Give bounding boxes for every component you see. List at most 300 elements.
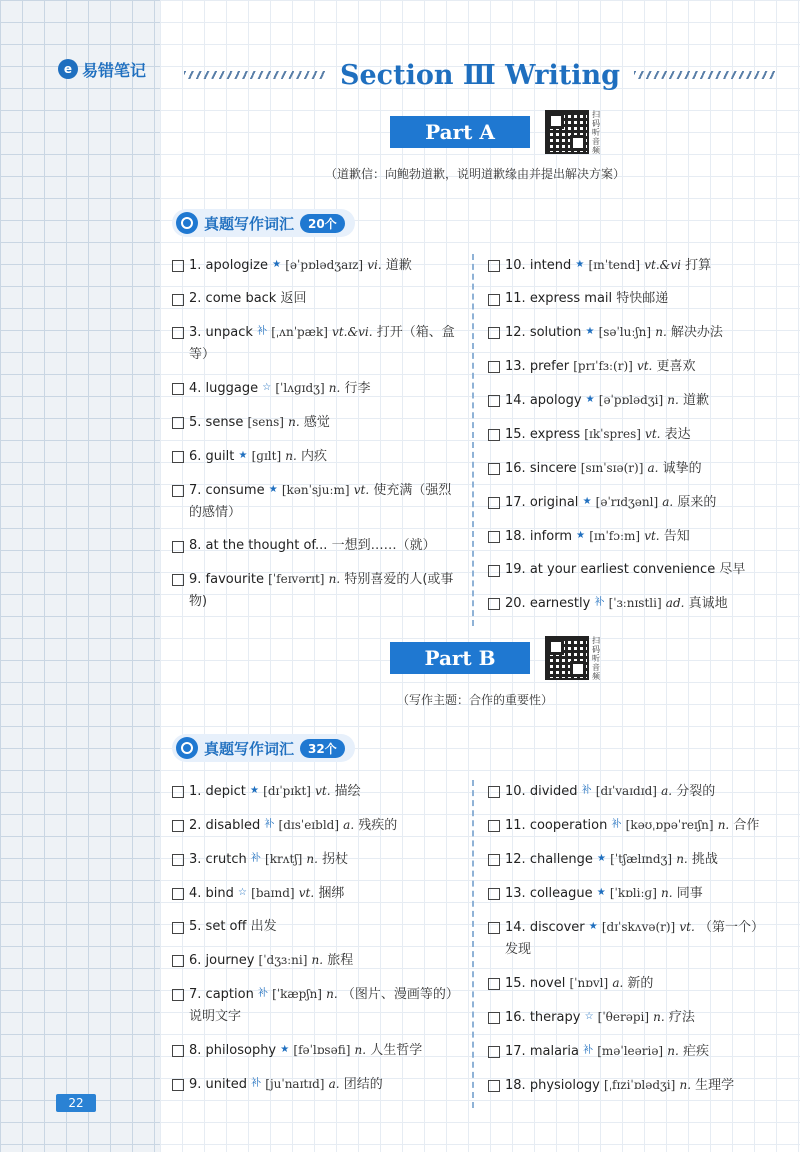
entry-word: luggage	[205, 381, 259, 396]
entry-word: solution	[529, 325, 582, 340]
entry-number: 9.	[189, 572, 202, 587]
entry-meaning: 打开（箱、盒等）	[189, 325, 455, 362]
entry-word: earnestly	[529, 596, 591, 611]
checkbox[interactable]	[172, 786, 184, 798]
entry-part-of-speech: n.	[653, 1010, 665, 1024]
entry-part-of-speech: n.	[288, 415, 300, 429]
entry-phonetic: [dɪˈskʌvə(r)]	[601, 920, 676, 934]
entry-meaning: 解决办法	[670, 325, 723, 340]
entry-part-of-speech: a.	[662, 495, 674, 509]
entry-meaning: 残疾的	[358, 818, 398, 833]
entry-word: discover	[529, 920, 585, 935]
vocab-entry	[488, 972, 772, 995]
vocab-title: 真题写作词汇	[204, 739, 295, 758]
checkbox[interactable]	[172, 260, 184, 272]
entry-number: 20.	[505, 596, 526, 611]
entry-phonetic: [kənˈsjuːm]	[281, 483, 350, 497]
checkbox[interactable]	[488, 260, 500, 272]
vocab-entry	[488, 389, 772, 412]
qr-note: 扫码听音频	[592, 110, 600, 155]
part-a-subtitle: （道歉信：向鲍勃道歉，说明道歉缘由并提出解决方案）	[324, 167, 625, 181]
entry-phonetic: [ˈfeɪvərɪt]	[268, 572, 325, 586]
checkbox[interactable]	[172, 922, 184, 934]
vocab-entry	[488, 423, 772, 446]
entry-word: inform	[529, 529, 572, 544]
part-a-banner: Part A	[390, 116, 530, 148]
entry-phonetic: [ɡɪlt]	[251, 449, 282, 463]
entry-phonetic: [baɪnd]	[251, 886, 295, 900]
checkbox[interactable]	[172, 383, 184, 395]
entry-text	[505, 288, 772, 310]
entry-part-of-speech: vt.	[353, 483, 370, 497]
vocab-entry	[488, 321, 772, 344]
entry-text	[189, 445, 464, 468]
entry-number: 3.	[189, 325, 202, 340]
checkbox[interactable]	[488, 854, 500, 866]
entry-number: 3.	[189, 852, 202, 867]
vocab-entry	[488, 525, 772, 548]
vocab-entry	[172, 780, 464, 803]
checkbox[interactable]	[488, 1012, 500, 1024]
entry-part-of-speech: n.	[306, 852, 318, 866]
entry-mark: ☆	[238, 887, 248, 898]
entry-part-of-speech: a.	[647, 461, 659, 475]
entry-phonetic: [ɪnˈfɔːm]	[589, 529, 641, 543]
entry-word: challenge	[529, 852, 593, 867]
entry-mark: ★	[575, 259, 585, 270]
entry-number: 16.	[505, 1010, 526, 1025]
entry-mark: 补	[594, 597, 605, 608]
decorative-dash-left	[184, 71, 326, 79]
entry-text	[189, 377, 464, 400]
checkbox[interactable]	[172, 1079, 184, 1091]
entry-text	[189, 814, 464, 837]
vocab-entry	[172, 479, 464, 524]
vocab-column-right	[472, 254, 772, 626]
entry-part-of-speech: vi.	[367, 258, 382, 272]
entry-number: 17.	[505, 495, 526, 510]
vocab-entry	[172, 445, 464, 468]
grid-margin	[0, 0, 160, 1152]
entry-number: 7.	[189, 987, 202, 1002]
entry-meaning: 道歉	[385, 258, 412, 273]
section-header	[170, 58, 790, 92]
entry-word: therapy	[529, 1010, 581, 1025]
entry-phonetic: [ˈdʒɜːni]	[258, 953, 308, 967]
entry-meaning: 使充满（强烈的感情）	[189, 483, 452, 520]
entry-phonetic: [əˈpɒlədʒaɪz]	[285, 258, 364, 272]
vocab-column-left	[172, 780, 472, 1108]
entry-phonetic: [ˈkɒliːɡ]	[609, 886, 657, 900]
brand	[58, 56, 146, 82]
entry-part-of-speech: a.	[343, 818, 355, 832]
entry-mark: ☆	[262, 382, 272, 393]
entry-number: 1.	[189, 258, 202, 273]
entry-word: malaria	[529, 1044, 579, 1059]
vocab-entry	[488, 254, 772, 277]
entry-text	[189, 254, 464, 277]
entry-mark: 补	[251, 1078, 262, 1089]
entry-mark: 补	[583, 1045, 594, 1056]
checkbox[interactable]	[172, 327, 184, 339]
entry-word: come back	[205, 291, 277, 306]
entry-word: colleague	[529, 886, 593, 901]
entry-text	[505, 1074, 772, 1097]
entry-phonetic: [səˈluːʃn]	[598, 325, 652, 339]
entry-number: 18.	[505, 529, 526, 544]
entry-phonetic: [sens]	[247, 415, 284, 429]
checkbox[interactable]	[488, 497, 500, 509]
entry-mark: 补	[257, 988, 268, 999]
entry-word: sense	[205, 415, 244, 430]
entry-meaning: 拐杖	[322, 852, 349, 867]
entry-part-of-speech: n.	[661, 886, 673, 900]
entry-text	[505, 972, 772, 995]
vocab-entry	[488, 848, 772, 871]
entry-text	[189, 916, 464, 938]
entry-text	[505, 848, 772, 871]
vocab-entry	[172, 377, 464, 400]
vocab-entry	[172, 814, 464, 837]
qr-note: 扫码听音频	[592, 636, 600, 681]
entry-text	[189, 1073, 464, 1096]
entry-part-of-speech: vt.	[679, 920, 695, 934]
checkbox[interactable]	[172, 854, 184, 866]
entry-meaning: 表达	[664, 427, 691, 442]
vocab-entry	[488, 559, 772, 581]
entry-part-of-speech: n.	[285, 449, 297, 463]
checkbox[interactable]	[488, 1046, 500, 1058]
entry-text	[505, 321, 772, 344]
vocab-entry	[172, 535, 464, 557]
entry-meaning: 合作	[733, 818, 760, 833]
entry-number: 14.	[505, 920, 526, 935]
entry-phonetic: [fəˈlɒsəfi]	[293, 1043, 351, 1057]
brand-name: 易错笔记	[82, 60, 147, 80]
vocab-entry	[488, 1074, 772, 1097]
entry-number: 14.	[505, 393, 526, 408]
vocab-entry	[488, 814, 772, 837]
entry-part-of-speech: n.	[655, 325, 667, 339]
entry-meaning: 团结的	[343, 1077, 383, 1092]
entry-word: physiology	[529, 1078, 600, 1093]
entry-number: 4.	[189, 381, 202, 396]
checkbox[interactable]	[488, 922, 500, 934]
entry-text	[189, 321, 464, 366]
entry-part-of-speech: n.	[667, 393, 679, 407]
entry-number: 13.	[505, 359, 526, 374]
entry-text	[189, 882, 464, 905]
entry-meaning: 疗法	[668, 1010, 695, 1025]
entry-number: 11.	[505, 291, 526, 306]
entry-meaning: （图片、漫画等的）说明文字	[189, 987, 459, 1024]
part-b-vocab-list	[172, 780, 772, 1108]
checkbox[interactable]	[488, 786, 500, 798]
checkbox[interactable]	[488, 294, 500, 306]
vocab-entry	[172, 288, 464, 310]
entry-word: united	[205, 1077, 247, 1092]
vocab-entry	[488, 457, 772, 480]
entry-word: disabled	[205, 818, 261, 833]
checkbox[interactable]	[488, 978, 500, 990]
checkbox[interactable]	[172, 820, 184, 832]
entry-mark: ★	[597, 853, 607, 864]
entry-word: sincere	[529, 461, 577, 476]
entry-meaning: （第一个）发现	[505, 920, 764, 957]
entry-part-of-speech: vt.	[636, 359, 653, 373]
checkbox[interactable]	[488, 531, 500, 543]
entry-part-of-speech: n.	[328, 381, 341, 395]
entry-text	[505, 525, 772, 548]
entry-text	[505, 389, 772, 412]
entry-part-of-speech: vt.	[644, 529, 660, 543]
entry-number: 1.	[189, 784, 202, 799]
entry-part-of-speech: n.	[328, 572, 341, 586]
entry-text	[505, 882, 772, 905]
entry-meaning: 生理学	[695, 1078, 735, 1093]
entry-number: 4.	[189, 886, 202, 901]
entry-number: 5.	[189, 919, 202, 934]
entry-meaning: 描绘	[334, 784, 361, 799]
entry-number: 13.	[505, 886, 526, 901]
part-b-subtitle: （写作主题：合作的重要性）	[396, 693, 553, 707]
page-number: 22	[56, 1094, 96, 1112]
entry-mark: 补	[250, 853, 261, 864]
part-a-vocab-list	[172, 254, 772, 626]
entry-word: express mail	[529, 291, 613, 306]
entry-number: 16.	[505, 461, 526, 476]
vocab-count-badge: 32个	[300, 739, 345, 758]
entry-word: unpack	[205, 325, 253, 340]
checkbox[interactable]	[172, 451, 184, 463]
entry-word: at your earliest convenience	[529, 562, 716, 577]
entry-part-of-speech: n.	[311, 953, 324, 967]
entry-text	[189, 288, 464, 310]
entry-word: original	[529, 495, 579, 510]
checkbox[interactable]	[488, 1080, 500, 1092]
entry-number: 10.	[505, 784, 526, 799]
entry-word: set off	[205, 919, 247, 934]
vocab-entry	[488, 916, 772, 961]
entry-number: 18.	[505, 1078, 526, 1093]
magnifier-icon	[176, 212, 198, 234]
entry-text	[505, 780, 772, 803]
entry-meaning: 出发	[250, 919, 277, 934]
vocab-entry	[488, 592, 772, 615]
vocab-entry	[488, 491, 772, 514]
vocab-entry	[172, 321, 464, 366]
entry-mark: ☆	[584, 1011, 594, 1022]
entry-word: apology	[529, 393, 582, 408]
entry-word: apologize	[205, 258, 268, 273]
entry-number: 2.	[189, 291, 202, 306]
entry-number: 5.	[189, 415, 202, 430]
entry-number: 2.	[189, 818, 202, 833]
vocab-entry	[172, 568, 464, 613]
brand-logo-icon: e	[58, 59, 78, 79]
entry-meaning: 特快邮递	[616, 291, 669, 306]
entry-text	[189, 535, 464, 557]
entry-mark: ★	[585, 394, 595, 405]
entry-phonetic: [juˈnaɪtɪd]	[265, 1077, 325, 1091]
entry-meaning: 特别喜爱的人(或事物)	[189, 572, 454, 609]
entry-part-of-speech: vt.	[645, 427, 661, 441]
checkbox[interactable]	[172, 989, 184, 1001]
entry-phonetic: [ˌʌnˈpæk]	[271, 325, 328, 339]
entry-part-of-speech: ad.	[665, 596, 685, 610]
entry-word: journey	[205, 953, 255, 968]
entry-text	[189, 411, 464, 434]
entry-phonetic: [sɪnˈsɪə(r)]	[580, 461, 644, 475]
part-b-vocab-header	[172, 734, 355, 762]
entry-part-of-speech: a.	[328, 1077, 340, 1091]
entry-phonetic: [əˈpɒlədʒi]	[598, 393, 664, 407]
checkbox[interactable]	[172, 417, 184, 429]
entry-phonetic: [krʌtʃ]	[265, 852, 303, 866]
entry-phonetic: [dɪˈvaɪdɪd]	[595, 784, 657, 798]
entry-meaning: 同事	[676, 886, 703, 901]
checkbox[interactable]	[488, 361, 500, 373]
entry-text	[505, 814, 772, 837]
entry-meaning: 诚挚的	[662, 461, 702, 476]
entry-text	[189, 848, 464, 871]
vocab-entry	[488, 780, 772, 803]
entry-phonetic: [dɪˈpɪkt]	[263, 784, 311, 798]
entry-word: favourite	[205, 572, 265, 587]
entry-part-of-speech: n.	[679, 1078, 692, 1092]
checkbox[interactable]	[172, 541, 184, 553]
vocab-entry	[172, 411, 464, 434]
entry-text	[189, 568, 464, 613]
entry-meaning: 行李	[344, 381, 371, 396]
checkbox[interactable]	[172, 294, 184, 306]
vocab-entry	[488, 288, 772, 310]
vocab-column-right	[472, 780, 772, 1108]
checkbox[interactable]	[488, 598, 500, 610]
entry-meaning: 尽早	[719, 562, 746, 577]
entry-text	[505, 355, 772, 378]
decorative-dash-right	[634, 71, 776, 79]
entry-mark: 补	[611, 819, 622, 830]
entry-mark: ★	[238, 450, 248, 461]
qr-code-icon[interactable]	[545, 110, 589, 154]
vocab-entry	[172, 254, 464, 277]
entry-part-of-speech: vt.&vi	[644, 258, 681, 272]
entry-meaning: 捆绑	[318, 886, 345, 901]
entry-phonetic: [ˈɜːnɪstli]	[608, 596, 662, 610]
entry-text	[505, 457, 772, 480]
entry-part-of-speech: n.	[676, 852, 688, 866]
entry-phonetic: [ˈθerəpi]	[597, 1010, 650, 1024]
vocab-entry	[488, 355, 772, 378]
entry-meaning: 一想到……（就）	[331, 538, 436, 553]
entry-phonetic: [ˌfɪziˈɒlədʒi]	[604, 1078, 676, 1092]
entry-meaning: 内疚	[300, 449, 327, 464]
entry-number: 11.	[505, 818, 526, 833]
entry-phonetic: [ˈkæpʃn]	[272, 987, 322, 1001]
checkbox[interactable]	[172, 574, 184, 586]
entry-word: caption	[205, 987, 254, 1002]
entry-meaning: 道歉	[682, 393, 709, 408]
qr-code-icon[interactable]	[545, 636, 589, 680]
entry-number: 17.	[505, 1044, 526, 1059]
entry-text	[505, 559, 772, 581]
entry-meaning: 挑战	[691, 852, 718, 867]
entry-phonetic: [ɪnˈtend]	[588, 258, 641, 272]
checkbox[interactable]	[488, 820, 500, 832]
entry-part-of-speech: n.	[354, 1043, 367, 1057]
checkbox[interactable]	[488, 565, 500, 577]
entry-mark: ★	[576, 530, 586, 541]
entry-number: 15.	[505, 427, 526, 442]
entry-part-of-speech: vt.	[298, 886, 315, 900]
entry-meaning: 原来的	[677, 495, 717, 510]
entry-part-of-speech: vt.	[315, 784, 331, 798]
checkbox[interactable]	[488, 327, 500, 339]
checkbox[interactable]	[488, 429, 500, 441]
entry-part-of-speech: n.	[326, 987, 338, 1001]
entry-text	[189, 949, 464, 972]
entry-meaning: 人生哲学	[370, 1043, 423, 1058]
entry-mark: ★	[585, 326, 595, 337]
section-title: Section Ⅲ Writing	[340, 59, 620, 91]
entry-phonetic: [prɪˈfɜː(r)]	[573, 359, 633, 373]
entry-meaning: 疟疾	[682, 1044, 709, 1059]
entry-word: at the thought of...	[205, 538, 328, 553]
entry-word: express	[529, 427, 581, 442]
entry-mark: ★	[268, 484, 278, 495]
entry-number: 12.	[505, 325, 526, 340]
vocab-column-left	[172, 254, 472, 626]
entry-mark: ★	[582, 496, 592, 507]
vocab-entry	[172, 848, 464, 871]
entry-word: crutch	[205, 852, 247, 867]
entry-word: philosophy	[205, 1043, 277, 1058]
entry-part-of-speech: a.	[612, 976, 624, 990]
entry-word: bind	[205, 886, 234, 901]
checkbox[interactable]	[488, 463, 500, 475]
checkbox[interactable]	[172, 485, 184, 497]
entry-word: prefer	[529, 359, 570, 374]
entry-meaning: 返回	[280, 291, 307, 306]
checkbox[interactable]	[488, 395, 500, 407]
entry-meaning: 旅程	[327, 953, 354, 968]
vocab-entry	[488, 1040, 772, 1063]
checkbox[interactable]	[488, 888, 500, 900]
entry-word: novel	[529, 976, 566, 991]
entry-text	[505, 423, 772, 446]
part-a-vocab-header	[172, 209, 355, 237]
entry-meaning: 告知	[663, 529, 690, 544]
magnifier-icon	[176, 737, 198, 759]
entry-text	[505, 1040, 772, 1063]
entry-phonetic: [kəʊˌɒpəˈreɪʃn]	[625, 818, 714, 832]
entry-word: depict	[205, 784, 246, 799]
entry-mark: ★	[588, 921, 598, 932]
entry-phonetic: [əˈrɪdʒənl]	[595, 495, 659, 509]
checkbox[interactable]	[172, 1045, 184, 1057]
checkbox[interactable]	[172, 888, 184, 900]
entry-phonetic: [ˈnɒvl]	[569, 976, 609, 990]
entry-number: 19.	[505, 562, 526, 577]
vocab-entry	[172, 1073, 464, 1096]
entry-meaning: 更喜欢	[656, 359, 696, 374]
vocab-entry	[172, 882, 464, 905]
entry-phonetic: [ˈlʌɡɪdʒ]	[275, 381, 325, 395]
checkbox[interactable]	[172, 955, 184, 967]
entry-word: consume	[205, 483, 265, 498]
entry-part-of-speech: a.	[661, 784, 673, 798]
